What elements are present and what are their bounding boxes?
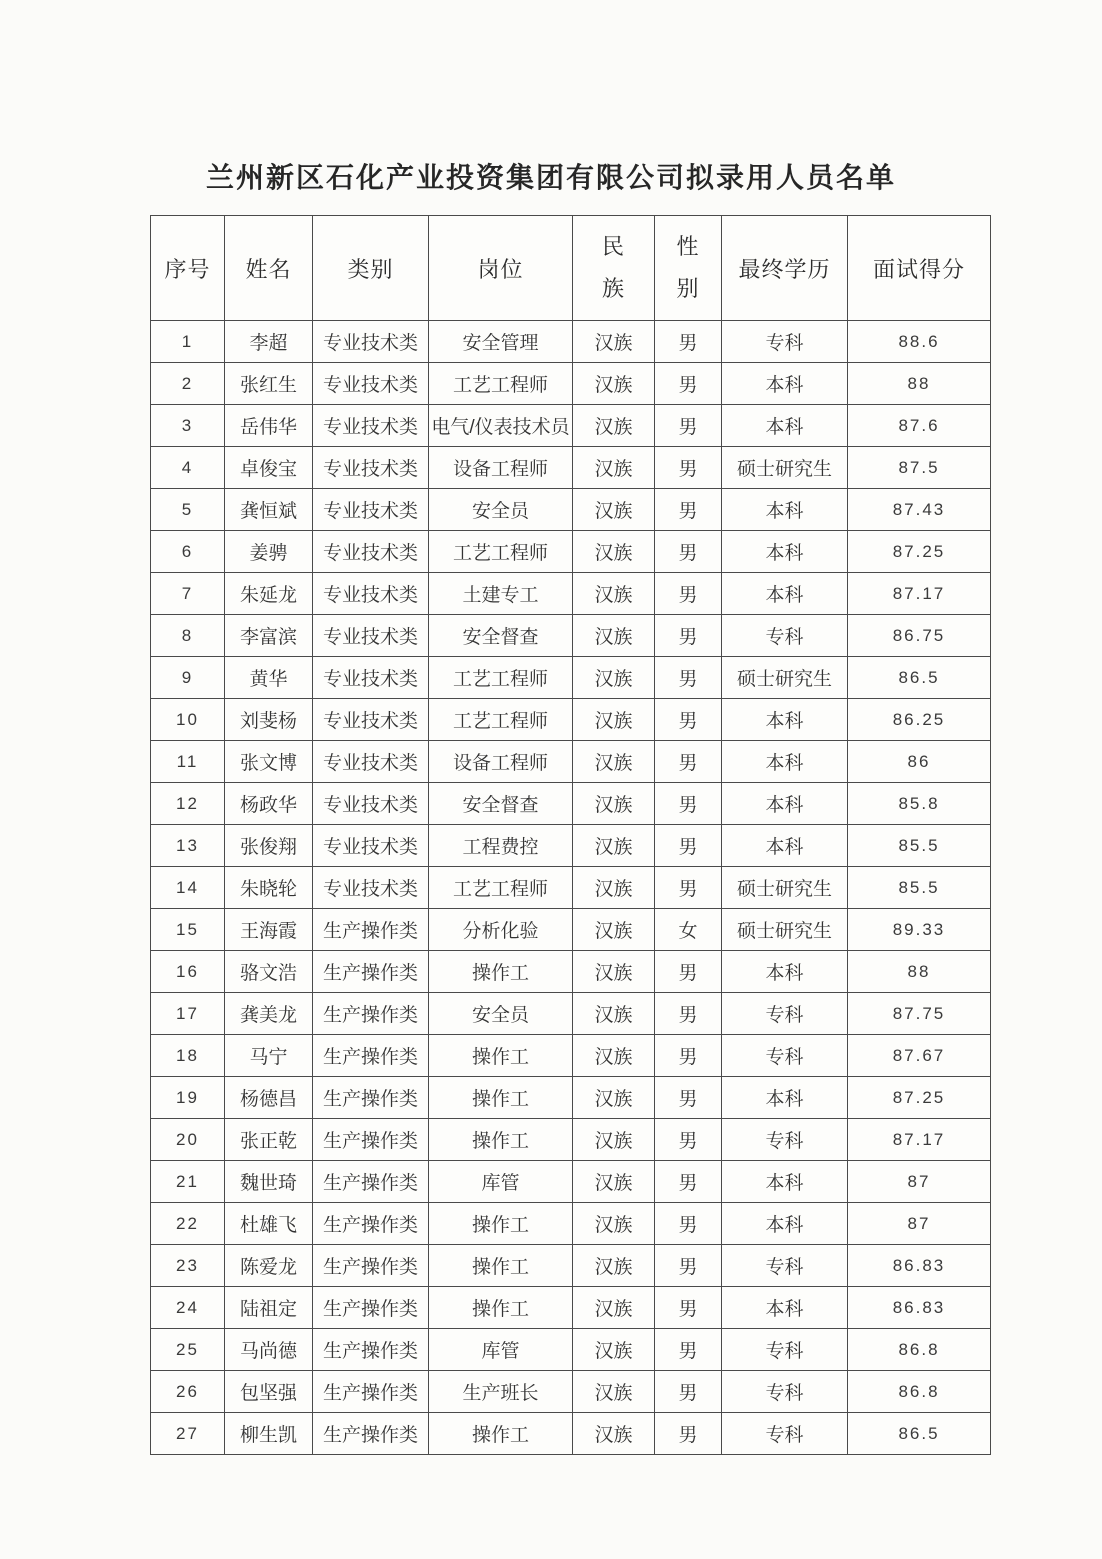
cell-education: 专科 — [722, 993, 848, 1035]
cell-score: 87.6 — [848, 405, 991, 447]
cell-position: 电气/仪表技术员 — [429, 405, 573, 447]
cell-name: 杨政华 — [225, 783, 313, 825]
cell-gender: 男 — [655, 1203, 722, 1245]
table-row — [151, 1287, 991, 1329]
cell-ethnicity: 汉族 — [573, 489, 655, 531]
cell-position: 操作工 — [429, 1119, 573, 1161]
table-row — [151, 531, 991, 573]
cell-category: 专业技术类 — [313, 615, 429, 657]
cell-score: 87 — [848, 1203, 991, 1245]
cell-score: 87.25 — [848, 1077, 991, 1119]
cell-ethnicity: 汉族 — [573, 615, 655, 657]
cell-position: 操作工 — [429, 1413, 573, 1455]
cell-education: 本科 — [722, 951, 848, 993]
personnel-table — [150, 215, 991, 1455]
cell-education: 专科 — [722, 1413, 848, 1455]
cell-no: 12 — [151, 783, 225, 825]
cell-name: 岳伟华 — [225, 405, 313, 447]
cell-education: 专科 — [722, 1035, 848, 1077]
cell-gender: 男 — [655, 363, 722, 405]
cell-ethnicity: 汉族 — [573, 363, 655, 405]
cell-category: 生产操作类 — [313, 1245, 429, 1287]
cell-education: 本科 — [722, 1161, 848, 1203]
cell-ethnicity: 汉族 — [573, 1035, 655, 1077]
cell-no: 2 — [151, 363, 225, 405]
cell-score: 86.8 — [848, 1371, 991, 1413]
cell-score: 85.5 — [848, 867, 991, 909]
cell-education: 本科 — [722, 741, 848, 783]
cell-gender: 男 — [655, 657, 722, 699]
cell-position: 操作工 — [429, 1077, 573, 1119]
header-cell-ethnicity: 民 族 — [573, 216, 655, 321]
cell-score: 88 — [848, 951, 991, 993]
cell-category: 生产操作类 — [313, 1287, 429, 1329]
cell-category: 生产操作类 — [313, 1413, 429, 1455]
cell-no: 9 — [151, 657, 225, 699]
table-row — [151, 1077, 991, 1119]
cell-education: 本科 — [722, 699, 848, 741]
cell-education: 专科 — [722, 1371, 848, 1413]
cell-position: 工艺工程师 — [429, 657, 573, 699]
cell-gender: 男 — [655, 1161, 722, 1203]
cell-gender: 男 — [655, 531, 722, 573]
table-row — [151, 1035, 991, 1077]
table-row — [151, 951, 991, 993]
cell-education: 专科 — [722, 1245, 848, 1287]
cell-name: 卓俊宝 — [225, 447, 313, 489]
cell-ethnicity: 汉族 — [573, 1287, 655, 1329]
cell-name: 马宁 — [225, 1035, 313, 1077]
cell-position: 生产班长 — [429, 1371, 573, 1413]
cell-score: 87.67 — [848, 1035, 991, 1077]
cell-gender: 男 — [655, 1077, 722, 1119]
cell-education: 本科 — [722, 531, 848, 573]
cell-category: 生产操作类 — [313, 1161, 429, 1203]
cell-ethnicity: 汉族 — [573, 1413, 655, 1455]
cell-category: 专业技术类 — [313, 321, 429, 363]
cell-name: 骆文浩 — [225, 951, 313, 993]
cell-education: 硕士研究生 — [722, 909, 848, 951]
table-header — [151, 216, 991, 321]
cell-position: 设备工程师 — [429, 447, 573, 489]
table-row — [151, 741, 991, 783]
cell-name: 李富滨 — [225, 615, 313, 657]
cell-score: 87.17 — [848, 1119, 991, 1161]
cell-no: 27 — [151, 1413, 225, 1455]
table-row — [151, 657, 991, 699]
cell-no: 18 — [151, 1035, 225, 1077]
cell-name: 黄华 — [225, 657, 313, 699]
cell-ethnicity: 汉族 — [573, 951, 655, 993]
cell-score: 86.25 — [848, 699, 991, 741]
cell-position: 操作工 — [429, 1245, 573, 1287]
cell-score: 88 — [848, 363, 991, 405]
cell-category: 专业技术类 — [313, 531, 429, 573]
cell-ethnicity: 汉族 — [573, 699, 655, 741]
cell-ethnicity: 汉族 — [573, 1371, 655, 1413]
table-row — [151, 867, 991, 909]
cell-no: 21 — [151, 1161, 225, 1203]
cell-gender: 男 — [655, 783, 722, 825]
cell-score: 86.5 — [848, 1413, 991, 1455]
header-row — [151, 216, 991, 321]
cell-no: 16 — [151, 951, 225, 993]
cell-no: 11 — [151, 741, 225, 783]
cell-category: 生产操作类 — [313, 909, 429, 951]
cell-no: 26 — [151, 1371, 225, 1413]
header-cell-position: 岗位 — [429, 216, 573, 321]
cell-no: 7 — [151, 573, 225, 615]
cell-no: 4 — [151, 447, 225, 489]
cell-name: 杜雄飞 — [225, 1203, 313, 1245]
cell-education: 本科 — [722, 825, 848, 867]
cell-ethnicity: 汉族 — [573, 1119, 655, 1161]
cell-category: 专业技术类 — [313, 363, 429, 405]
cell-score: 87.75 — [848, 993, 991, 1035]
cell-category: 专业技术类 — [313, 405, 429, 447]
cell-category: 专业技术类 — [313, 657, 429, 699]
cell-no: 1 — [151, 321, 225, 363]
table-row — [151, 1203, 991, 1245]
cell-ethnicity: 汉族 — [573, 993, 655, 1035]
cell-gender: 男 — [655, 699, 722, 741]
header-cell-score: 面试得分 — [848, 216, 991, 321]
cell-no: 5 — [151, 489, 225, 531]
cell-position: 安全管理 — [429, 321, 573, 363]
table-row — [151, 447, 991, 489]
cell-position: 分析化验 — [429, 909, 573, 951]
cell-name: 龚恒斌 — [225, 489, 313, 531]
cell-education: 本科 — [722, 363, 848, 405]
cell-name: 陆祖定 — [225, 1287, 313, 1329]
cell-education: 专科 — [722, 615, 848, 657]
cell-education: 本科 — [722, 783, 848, 825]
table-row — [151, 1245, 991, 1287]
cell-education: 专科 — [722, 1119, 848, 1161]
cell-score: 86.75 — [848, 615, 991, 657]
cell-no: 25 — [151, 1329, 225, 1371]
cell-gender: 男 — [655, 993, 722, 1035]
cell-no: 10 — [151, 699, 225, 741]
cell-no: 15 — [151, 909, 225, 951]
cell-score: 86.5 — [848, 657, 991, 699]
cell-name: 包坚强 — [225, 1371, 313, 1413]
table-row — [151, 825, 991, 867]
cell-score: 86 — [848, 741, 991, 783]
cell-category: 生产操作类 — [313, 951, 429, 993]
cell-ethnicity: 汉族 — [573, 1245, 655, 1287]
table-row — [151, 1161, 991, 1203]
cell-no: 19 — [151, 1077, 225, 1119]
page-title: 兰州新区石化产业投资集团有限公司拟录用人员名单 — [205, 162, 896, 193]
cell-no: 24 — [151, 1287, 225, 1329]
cell-name: 龚美龙 — [225, 993, 313, 1035]
header-cell-name: 姓名 — [225, 216, 313, 321]
cell-position: 安全督查 — [429, 783, 573, 825]
table-row — [151, 1371, 991, 1413]
cell-category: 生产操作类 — [313, 1371, 429, 1413]
cell-score: 87.25 — [848, 531, 991, 573]
cell-score: 89.33 — [848, 909, 991, 951]
cell-gender: 女 — [655, 909, 722, 951]
cell-category: 专业技术类 — [313, 825, 429, 867]
cell-gender: 男 — [655, 1413, 722, 1455]
table-row — [151, 363, 991, 405]
cell-no: 23 — [151, 1245, 225, 1287]
cell-education: 本科 — [722, 573, 848, 615]
cell-no: 13 — [151, 825, 225, 867]
table-row — [151, 1119, 991, 1161]
header-cell-gender: 性 别 — [655, 216, 722, 321]
cell-name: 张俊翔 — [225, 825, 313, 867]
cell-education: 本科 — [722, 405, 848, 447]
cell-gender: 男 — [655, 615, 722, 657]
cell-ethnicity: 汉族 — [573, 741, 655, 783]
header-cell-education: 最终学历 — [722, 216, 848, 321]
header-cell-no: 序号 — [151, 216, 225, 321]
cell-education: 本科 — [722, 489, 848, 531]
cell-category: 专业技术类 — [313, 447, 429, 489]
cell-gender: 男 — [655, 1119, 722, 1161]
cell-position: 工艺工程师 — [429, 867, 573, 909]
table-body — [151, 321, 991, 1455]
cell-no: 14 — [151, 867, 225, 909]
cell-score: 86.83 — [848, 1245, 991, 1287]
cell-gender: 男 — [655, 867, 722, 909]
cell-score: 86.8 — [848, 1329, 991, 1371]
cell-position: 安全员 — [429, 489, 573, 531]
cell-position: 操作工 — [429, 1203, 573, 1245]
cell-category: 生产操作类 — [313, 1119, 429, 1161]
cell-category: 专业技术类 — [313, 489, 429, 531]
cell-no: 6 — [151, 531, 225, 573]
cell-gender: 男 — [655, 405, 722, 447]
cell-ethnicity: 汉族 — [573, 573, 655, 615]
cell-name: 朱晓轮 — [225, 867, 313, 909]
cell-ethnicity: 汉族 — [573, 1329, 655, 1371]
cell-ethnicity: 汉族 — [573, 1203, 655, 1245]
cell-name: 张正乾 — [225, 1119, 313, 1161]
cell-no: 20 — [151, 1119, 225, 1161]
cell-position: 安全员 — [429, 993, 573, 1035]
cell-category: 专业技术类 — [313, 867, 429, 909]
cell-ethnicity: 汉族 — [573, 321, 655, 363]
cell-score: 85.8 — [848, 783, 991, 825]
cell-gender: 男 — [655, 741, 722, 783]
table-row — [151, 993, 991, 1035]
cell-ethnicity: 汉族 — [573, 825, 655, 867]
cell-position: 库管 — [429, 1329, 573, 1371]
cell-score: 85.5 — [848, 825, 991, 867]
cell-ethnicity: 汉族 — [573, 405, 655, 447]
cell-position: 库管 — [429, 1161, 573, 1203]
cell-name: 马尚德 — [225, 1329, 313, 1371]
cell-ethnicity: 汉族 — [573, 657, 655, 699]
cell-category: 生产操作类 — [313, 993, 429, 1035]
cell-ethnicity: 汉族 — [573, 783, 655, 825]
cell-position: 操作工 — [429, 1035, 573, 1077]
cell-name: 朱延龙 — [225, 573, 313, 615]
cell-gender: 男 — [655, 1245, 722, 1287]
cell-position: 工艺工程师 — [429, 699, 573, 741]
cell-category: 生产操作类 — [313, 1035, 429, 1077]
cell-no: 8 — [151, 615, 225, 657]
cell-name: 杨德昌 — [225, 1077, 313, 1119]
cell-name: 李超 — [225, 321, 313, 363]
cell-score: 87.17 — [848, 573, 991, 615]
cell-education: 硕士研究生 — [722, 657, 848, 699]
cell-gender: 男 — [655, 1329, 722, 1371]
cell-score: 87.5 — [848, 447, 991, 489]
table-row — [151, 909, 991, 951]
cell-gender: 男 — [655, 1287, 722, 1329]
table-row — [151, 1329, 991, 1371]
cell-category: 专业技术类 — [313, 783, 429, 825]
cell-name: 姜骋 — [225, 531, 313, 573]
cell-ethnicity: 汉族 — [573, 909, 655, 951]
cell-no: 22 — [151, 1203, 225, 1245]
cell-education: 本科 — [722, 1077, 848, 1119]
table-row — [151, 573, 991, 615]
cell-position: 安全督查 — [429, 615, 573, 657]
cell-name: 王海霞 — [225, 909, 313, 951]
cell-position: 土建专工 — [429, 573, 573, 615]
cell-category: 生产操作类 — [313, 1203, 429, 1245]
cell-no: 17 — [151, 993, 225, 1035]
cell-name: 张文博 — [225, 741, 313, 783]
cell-gender: 男 — [655, 951, 722, 993]
cell-score: 88.6 — [848, 321, 991, 363]
cell-category: 生产操作类 — [313, 1329, 429, 1371]
cell-position: 设备工程师 — [429, 741, 573, 783]
cell-gender: 男 — [655, 489, 722, 531]
cell-ethnicity: 汉族 — [573, 867, 655, 909]
cell-ethnicity: 汉族 — [573, 1077, 655, 1119]
cell-position: 操作工 — [429, 951, 573, 993]
table-row — [151, 699, 991, 741]
cell-position: 工程费控 — [429, 825, 573, 867]
cell-gender: 男 — [655, 1035, 722, 1077]
cell-position: 操作工 — [429, 1287, 573, 1329]
cell-category: 专业技术类 — [313, 741, 429, 783]
header-cell-category: 类别 — [313, 216, 429, 321]
cell-category: 专业技术类 — [313, 573, 429, 615]
cell-gender: 男 — [655, 321, 722, 363]
cell-education: 专科 — [722, 1329, 848, 1371]
cell-gender: 男 — [655, 1371, 722, 1413]
cell-name: 魏世琦 — [225, 1161, 313, 1203]
cell-name: 张红生 — [225, 363, 313, 405]
cell-gender: 男 — [655, 573, 722, 615]
cell-score: 87.43 — [848, 489, 991, 531]
cell-ethnicity: 汉族 — [573, 1161, 655, 1203]
cell-education: 硕士研究生 — [722, 447, 848, 489]
cell-position: 工艺工程师 — [429, 531, 573, 573]
table-row — [151, 321, 991, 363]
cell-name: 陈爱龙 — [225, 1245, 313, 1287]
table-row — [151, 783, 991, 825]
cell-education: 专科 — [722, 321, 848, 363]
table-row — [151, 489, 991, 531]
cell-score: 86.83 — [848, 1287, 991, 1329]
cell-name: 柳生凯 — [225, 1413, 313, 1455]
cell-name: 刘斐杨 — [225, 699, 313, 741]
cell-category: 生产操作类 — [313, 1077, 429, 1119]
cell-no: 3 — [151, 405, 225, 447]
cell-category: 专业技术类 — [313, 699, 429, 741]
table-row — [151, 405, 991, 447]
cell-ethnicity: 汉族 — [573, 531, 655, 573]
cell-position: 工艺工程师 — [429, 363, 573, 405]
cell-gender: 男 — [655, 447, 722, 489]
cell-education: 本科 — [722, 1287, 848, 1329]
cell-gender: 男 — [655, 825, 722, 867]
cell-education: 硕士研究生 — [722, 867, 848, 909]
table-row — [151, 1413, 991, 1455]
table-row — [151, 615, 991, 657]
cell-score: 87 — [848, 1161, 991, 1203]
cell-education: 本科 — [722, 1203, 848, 1245]
cell-ethnicity: 汉族 — [573, 447, 655, 489]
